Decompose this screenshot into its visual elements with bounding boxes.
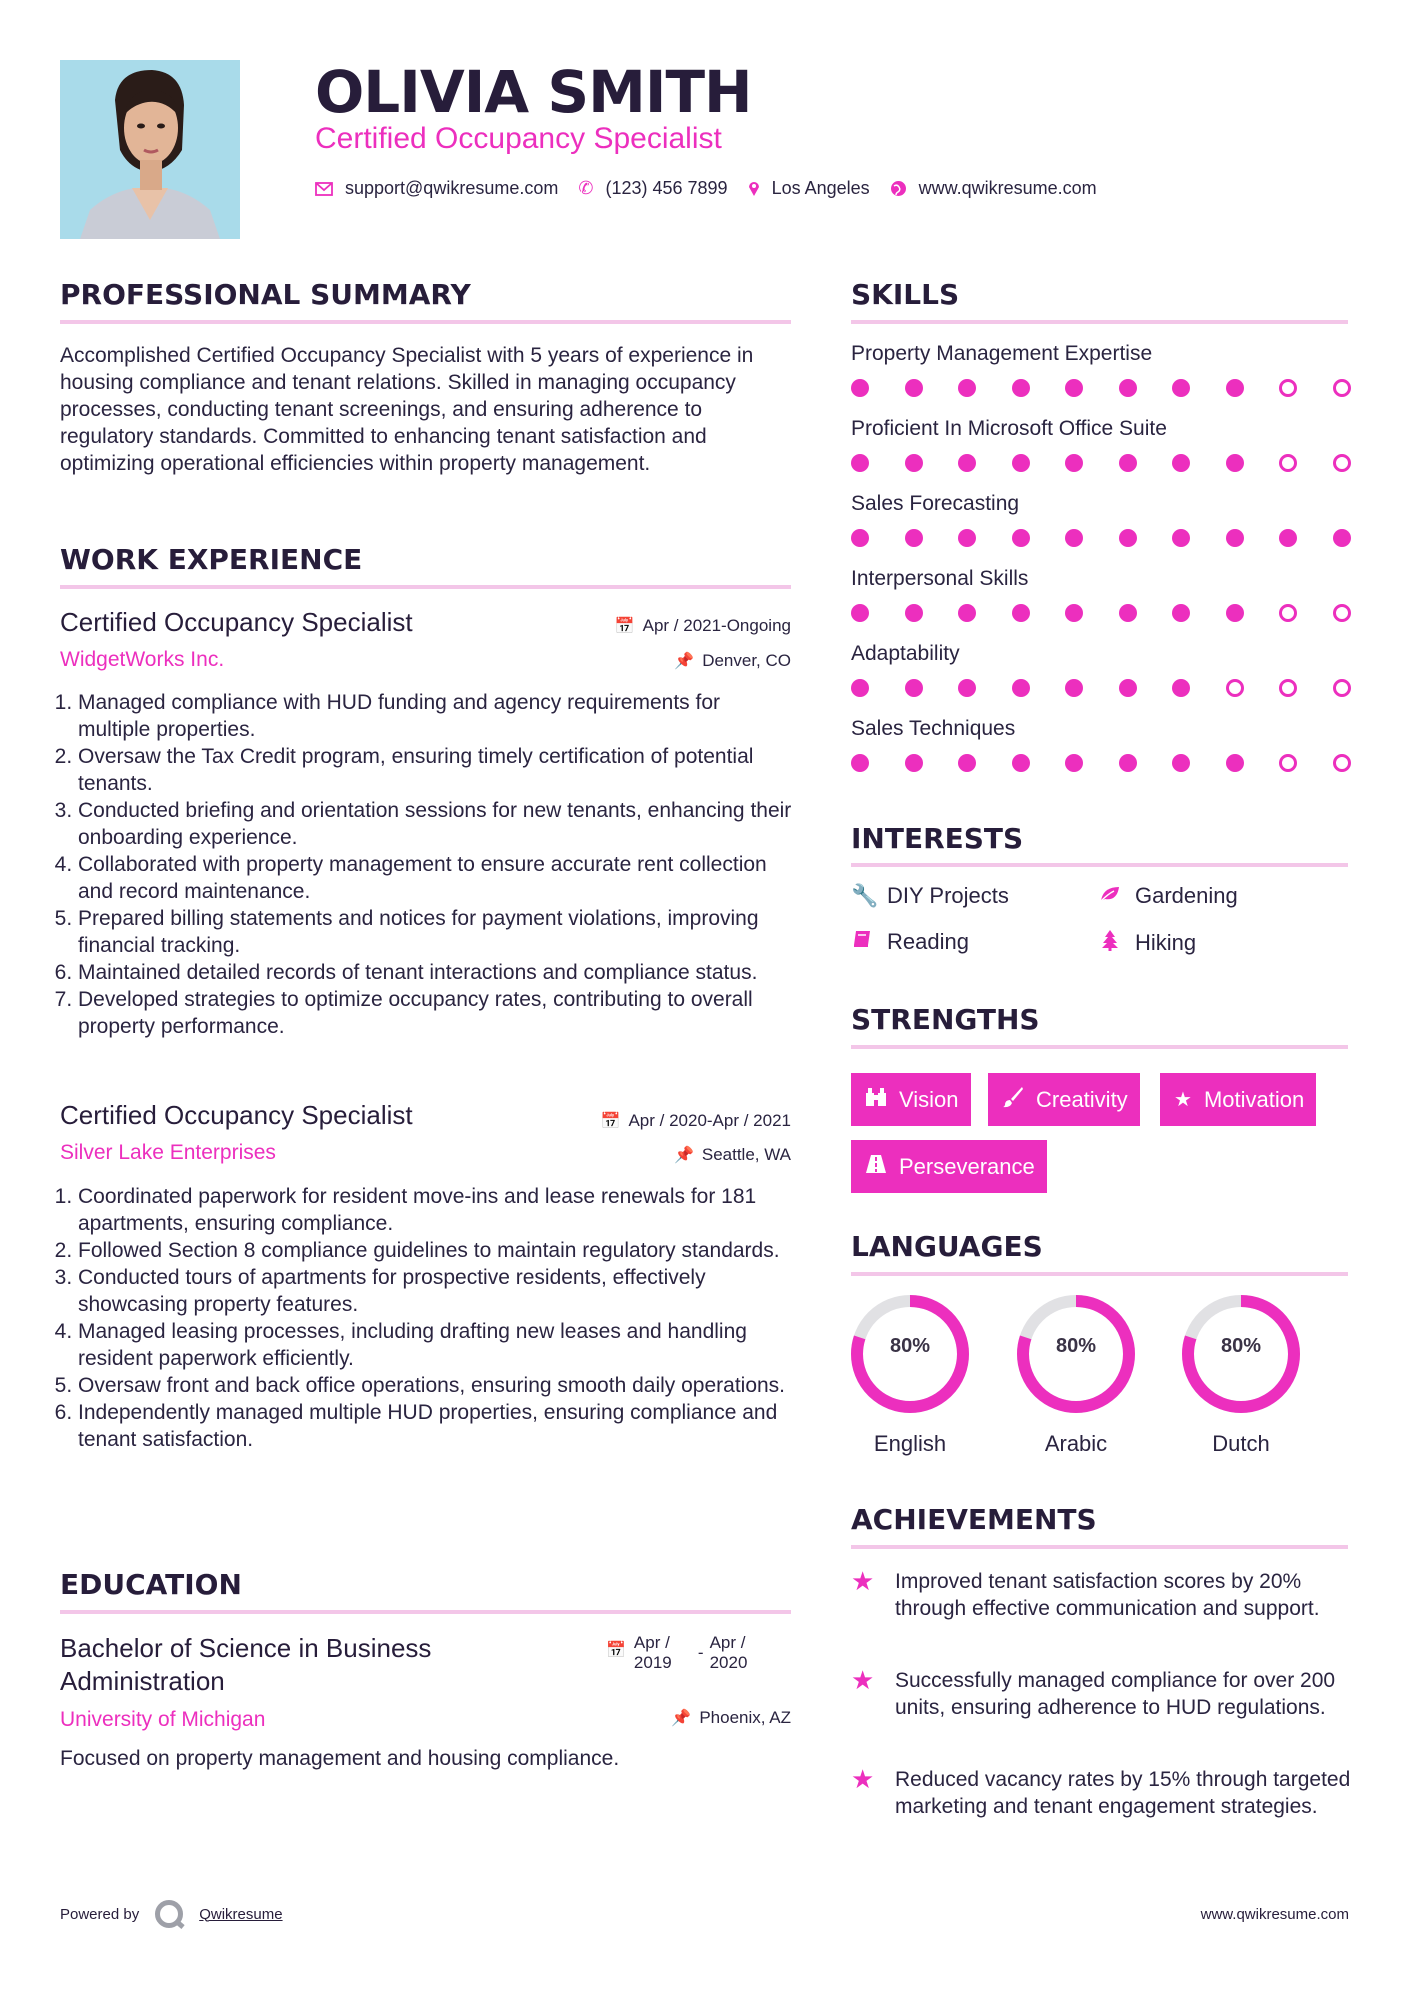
portrait-image [60, 60, 240, 239]
rating-dot-filled [1172, 604, 1190, 622]
rating-dot-filled [1119, 754, 1137, 772]
company-name: Silver Lake Enterprises [60, 1141, 276, 1164]
rating-dot-filled [1012, 679, 1030, 697]
website-text: www.qwikresume.com [918, 178, 1097, 198]
interest-diy [851, 883, 1009, 909]
location-text: Los Angeles [771, 178, 870, 198]
interest-reading [851, 929, 969, 955]
interest-label: DIY Projects [887, 883, 1009, 908]
envelope-icon [315, 182, 333, 196]
interest-hiking [1099, 929, 1196, 957]
rating-dot-filled [851, 754, 869, 772]
rating-dot-filled [851, 604, 869, 622]
education-dates [606, 1633, 760, 1673]
rating-dot-filled [851, 379, 869, 397]
rating-dot-filled [1012, 379, 1030, 397]
skill-rating [851, 379, 1351, 399]
rating-dot-empty [1279, 754, 1297, 772]
strengths-heading: STRENGTHS [851, 1003, 1040, 1036]
candidate-name: OLIVIA SMITH [315, 58, 752, 126]
phone-icon: ✆ [578, 178, 594, 198]
rating-dot-empty [1279, 604, 1297, 622]
edu-end: Apr / 2020 [709, 1633, 748, 1672]
job-title: Certified Occupancy Specialist [60, 1100, 413, 1130]
achievement-item [851, 1766, 1351, 1820]
trophy-star-icon: ★ [851, 1665, 875, 1695]
rating-dot-filled [1226, 454, 1244, 472]
interest-gardening [1099, 883, 1238, 909]
languages-heading: LANGUAGES [851, 1230, 1043, 1263]
languages-divider [851, 1272, 1348, 1276]
skill-rating [851, 754, 1351, 774]
contact-location [748, 178, 870, 199]
rating-dot-filled [1012, 454, 1030, 472]
job-title: Certified Occupancy Specialist [60, 607, 413, 637]
rating-dot-empty [1333, 604, 1351, 622]
rating-dot-filled [958, 454, 976, 472]
trophy-star-icon: ★ [851, 1566, 875, 1596]
book-icon [851, 929, 873, 955]
language-item [849, 1293, 971, 1457]
strength-motivation [1160, 1073, 1316, 1126]
powered-by-label: Powered by [60, 1905, 140, 1923]
globe-icon [890, 180, 907, 197]
experience-heading: WORK EXPERIENCE [60, 543, 363, 576]
achievement-text: Reduced vacancy rates by 15% through targeted marketing and tenant engagement strategies. [895, 1768, 1351, 1818]
summary-text: Accomplished Certified Occupancy Specialist with 5 years of experience in housing compliance and tenant relations. Skilled in managing occupancy processes, conducting tenant screenings, and ensuring adherence to regulatory standards. Committed to enhancing tenant satisfaction and optimizing operational efficiencies within property management. [60, 344, 754, 475]
footer-website[interactable]: www.qwikresume.com [1200, 1906, 1349, 1923]
rating-dot-filled [1172, 679, 1190, 697]
rating-dot-filled [1119, 454, 1137, 472]
language-item [1015, 1293, 1137, 1457]
job-duties-list [60, 1183, 795, 1453]
duty-item: 7. Developed strategies to optimize occupancy rates, contributing to overall property performance. [78, 986, 795, 1040]
rating-dot-empty [1333, 754, 1351, 772]
duty-item: 2. Oversaw the Tax Credit program, ensuring timely certification of potential tenants. [78, 743, 795, 797]
trophy-star-icon: ★ [851, 1764, 875, 1794]
rating-dot-filled [1226, 529, 1244, 547]
binoculars-icon [865, 1087, 887, 1113]
education-heading: EDUCATION [60, 1568, 242, 1601]
strength-vision [851, 1073, 971, 1126]
map-pin-icon [748, 180, 760, 197]
edu-date-dash: - [697, 1643, 704, 1662]
duty-item: 3. Conducted tours of apartments for prospective residents, effectively showcasing property features. [78, 1264, 795, 1318]
rating-dot-empty [1333, 379, 1351, 397]
duty-item: 1. Coordinated paperwork for resident move-ins and lease renewals for 181 apartments, ensuring compliance. [78, 1183, 795, 1237]
strength-label: Vision [899, 1086, 959, 1112]
interest-label: Reading [887, 929, 969, 954]
education-location [671, 1708, 791, 1728]
degree-name: Bachelor of Science in Business Administration [60, 1633, 432, 1696]
calendar-icon: 📅 [606, 1642, 626, 1659]
duty-item: 1. Managed compliance with HUD funding and agency requirements for multiple properties. [78, 689, 795, 743]
rating-dot-filled [905, 679, 923, 697]
paintbrush-icon [1002, 1086, 1024, 1114]
strength-label: Perseverance [899, 1153, 1035, 1179]
language-name: Arabic [1044, 1431, 1108, 1456]
rating-dot-filled [1119, 679, 1137, 697]
rating-dot-filled [1065, 454, 1083, 472]
rating-dot-filled [1172, 754, 1190, 772]
rating-dot-filled [1226, 754, 1244, 772]
experience-divider [60, 585, 791, 589]
interest-label: Gardening [1135, 883, 1238, 908]
skill-name: Interpersonal Skills [851, 567, 1029, 590]
achievement-item [851, 1568, 1351, 1622]
profile-photo [60, 60, 240, 239]
tree-icon [1099, 929, 1121, 957]
job-location [674, 651, 791, 671]
skill-name: Sales Techniques [851, 717, 1016, 740]
school-name: University of Michigan [60, 1708, 266, 1731]
rating-dot-filled [1172, 454, 1190, 472]
skill-rating [851, 604, 1351, 624]
rating-dot-filled [905, 529, 923, 547]
pin-icon: 📌 [673, 1147, 694, 1164]
phone-text: (123) 456 7899 [605, 178, 728, 198]
rating-dot-filled [1065, 679, 1083, 697]
education-note: Focused on property management and housing compliance. [60, 1747, 620, 1770]
rating-dot-filled [1226, 604, 1244, 622]
contact-phone[interactable] [578, 178, 727, 199]
edu-location-text: Phoenix, AZ [699, 1708, 791, 1727]
rating-dot-filled [851, 529, 869, 547]
rating-dot-filled [958, 604, 976, 622]
duty-item: 6. Independently managed multiple HUD properties, ensuring compliance and tenant satisfaction. [78, 1399, 795, 1453]
calendar-icon: 📅 [614, 618, 635, 635]
rating-dot-filled [958, 679, 976, 697]
language-percent: 80% [1220, 1335, 1262, 1357]
rating-dot-filled [958, 754, 976, 772]
job-dates [615, 616, 791, 636]
education-divider [60, 1610, 791, 1614]
rating-dot-filled [1012, 604, 1030, 622]
duty-item: 5. Oversaw front and back office operations, ensuring smooth daily operations. [78, 1372, 795, 1399]
strength-creativity [988, 1073, 1140, 1126]
calendar-icon: 📅 [600, 1113, 621, 1130]
leaf-icon [1099, 883, 1121, 909]
rating-dot-filled [905, 604, 923, 622]
rating-dot-filled [851, 679, 869, 697]
rating-dot-filled [905, 754, 923, 772]
rating-dot-filled [1226, 379, 1244, 397]
language-item [1180, 1293, 1302, 1457]
rating-dot-filled [851, 454, 869, 472]
email-text: support@qwikresume.com [345, 178, 559, 198]
job-dates [601, 1111, 791, 1131]
rating-dot-filled [1065, 529, 1083, 547]
rating-dot-filled [905, 454, 923, 472]
duty-item: 4. Collaborated with property management to ensure accurate rent collection and record maintenance. [78, 851, 795, 905]
rating-dot-filled [1172, 529, 1190, 547]
skill-name: Proficient In Microsoft Office Suite [851, 417, 1167, 440]
summary-divider [60, 320, 791, 324]
contact-bar [315, 178, 1117, 199]
road-icon [865, 1154, 887, 1180]
rating-dot-filled [1119, 379, 1137, 397]
job-duties-list [60, 689, 795, 1040]
rating-dot-filled [1279, 529, 1297, 547]
rating-dot-filled [1012, 529, 1030, 547]
duty-item: 6. Maintained detailed records of tenant interactions and compliance status. [78, 959, 795, 986]
rating-dot-filled [1065, 604, 1083, 622]
skill-rating [851, 529, 1351, 549]
company-name: WidgetWorks Inc. [60, 648, 225, 671]
strength-label: Motivation [1203, 1086, 1305, 1112]
rating-dot-empty [1279, 454, 1297, 472]
achievement-item [851, 1667, 1351, 1721]
achievement-text: Improved tenant satisfaction scores by 20% through effective communication and support. [895, 1570, 1320, 1620]
rating-dot-filled [1012, 754, 1030, 772]
job-location-text: Seattle, WA [701, 1145, 791, 1164]
job-dates-text: Apr / 2020-Apr / 2021 [628, 1111, 791, 1130]
interests-heading: INTERESTS [851, 822, 1024, 855]
rating-dot-empty [1333, 454, 1351, 472]
language-name: English [873, 1431, 947, 1456]
job-location-text: Denver, CO [702, 651, 791, 670]
rating-dot-filled [1065, 379, 1083, 397]
job-dates-text: Apr / 2021-Ongoing [642, 616, 791, 635]
star-icon: ★ [1174, 1089, 1192, 1111]
skill-rating [851, 679, 1351, 699]
qwikresume-logo-icon [155, 1900, 183, 1928]
duty-item: 4. Managed leasing processes, including drafting new leases and handling resident paperwork efficiently. [78, 1318, 795, 1372]
job-location [674, 1145, 791, 1165]
skill-rating [851, 454, 1351, 474]
skills-divider [851, 320, 1348, 324]
rating-dot-empty [1279, 679, 1297, 697]
skills-heading: SKILLS [851, 278, 960, 311]
rating-dot-filled [1172, 379, 1190, 397]
achievement-text: Successfully managed compliance for over 200 units, ensuring adherence to HUD regulations. [895, 1669, 1336, 1719]
achievements-divider [851, 1545, 1348, 1549]
contact-website[interactable] [890, 178, 1097, 199]
skill-name: Property Management Expertise [851, 342, 1153, 365]
skill-name: Sales Forecasting [851, 492, 1020, 515]
candidate-role: Certified Occupancy Specialist [315, 122, 722, 155]
summary-heading: PROFESSIONAL SUMMARY [60, 278, 471, 311]
rating-dot-empty [1279, 379, 1297, 397]
language-name: Dutch [1212, 1431, 1270, 1456]
rating-dot-filled [1333, 529, 1351, 547]
rating-dot-filled [958, 529, 976, 547]
language-percent: 80% [1055, 1335, 1097, 1357]
rating-dot-empty [1333, 679, 1351, 697]
rating-dot-filled [905, 379, 923, 397]
qwikresume-link[interactable]: Qwikresume [199, 1905, 283, 1923]
duty-item: 3. Conducted briefing and orientation sessions for new tenants, enhancing their onboarding experience. [78, 797, 795, 851]
pin-icon: 📌 [674, 653, 695, 670]
duty-item: 5. Prepared billing statements and notices for payment violations, improving financial tracking. [78, 905, 795, 959]
strength-perseverance [851, 1140, 1047, 1193]
strengths-divider [851, 1045, 1348, 1049]
achievements-heading: ACHIEVEMENTS [851, 1503, 1097, 1536]
footer-branding [60, 1900, 283, 1928]
interest-label: Hiking [1135, 930, 1197, 955]
strength-label: Creativity [1036, 1086, 1128, 1112]
skill-name: Adaptability [851, 642, 960, 665]
language-percent: 80% [889, 1335, 931, 1357]
duty-item: 2. Followed Section 8 compliance guidelines to maintain regulatory standards. [78, 1237, 795, 1264]
contact-email[interactable] [315, 178, 558, 199]
wrench-icon: 🔧 [851, 883, 879, 908]
interests-divider [851, 863, 1348, 867]
rating-dot-empty [1226, 679, 1244, 697]
rating-dot-filled [1119, 604, 1137, 622]
rating-dot-filled [1065, 754, 1083, 772]
edu-start: Apr / 2019 [633, 1633, 672, 1672]
rating-dot-filled [958, 379, 976, 397]
rating-dot-filled [1119, 529, 1137, 547]
pin-icon: 📌 [671, 1710, 692, 1727]
